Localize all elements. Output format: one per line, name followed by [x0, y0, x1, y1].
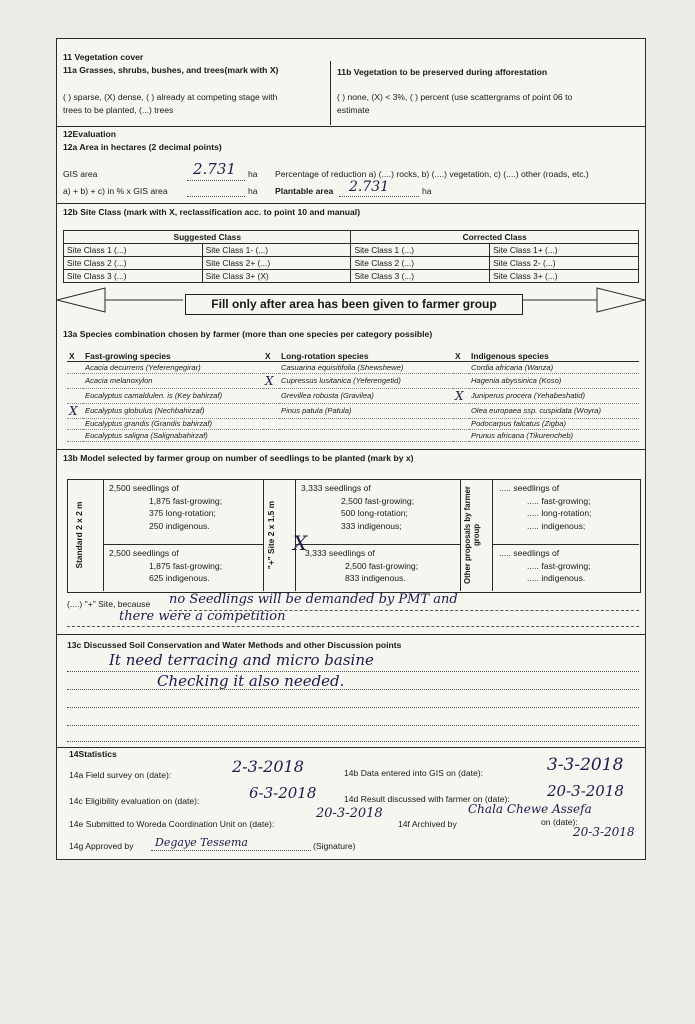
site-option-1[interactable]: 3,333 seedlings of 2,500 fast-growing; 500 long-rotation; 333 indigenous; — [301, 483, 415, 531]
approved-by[interactable]: Degaye Tessema — [155, 836, 248, 849]
table-cell[interactable]: Site Class 2+ (...) — [202, 257, 351, 270]
divider — [57, 203, 645, 204]
list-item: Eucalyptus grandis (Grandis bahirzaf) Podocarpus falcatus (Zigba) — [67, 418, 639, 430]
s11-title: 11 Vegetation cover — [63, 52, 144, 62]
result-discussed-label: 14d Result discussed with farmer on (date): — [344, 794, 510, 804]
other-option-1[interactable]: ..... seedlings of ..... fast-growing; ..... long-rotation; ..... indigenous; — [499, 483, 592, 531]
site-mark[interactable]: X — [293, 531, 308, 555]
species-table — [67, 351, 639, 442]
table-cell[interactable]: Site Class 3 (...) — [351, 270, 490, 283]
s11b-line2: estimate — [337, 105, 370, 115]
archived-on-label: on (date): — [541, 817, 578, 827]
abc-ha: ha — [248, 186, 258, 196]
discussion-line1: It need terracing and micro basine — [109, 651, 374, 669]
table-cell[interactable]: Site Class 1+ (...) — [490, 244, 639, 257]
site-option-2[interactable]: 3,333 seedlings of 2,500 fast-growing; 833 indigenous. — [305, 548, 419, 583]
field-survey-date[interactable]: 2-3-2018 — [232, 757, 304, 776]
list-item: Acacia melanoxylon X Cupressus lusitanica (Yeferengetid) Hagenia abyssinica (Koso) — [67, 373, 639, 388]
s12b-title: 12b Site Class (mark with X, reclassification acc. to point 10 and manual) — [63, 207, 361, 217]
x-header: X — [263, 351, 279, 362]
indigenous-header: Indigenous species — [469, 351, 639, 362]
table-cell[interactable]: Site Class 1 (...) — [64, 244, 203, 257]
discussion-line2: Checking it also needed. — [157, 672, 345, 690]
table-row — [64, 257, 639, 270]
table-cell[interactable]: Site Class 1 (...) — [351, 244, 490, 257]
gis-entry-label: 14b Data entered into GIS on (date): — [344, 768, 484, 778]
divider — [57, 449, 645, 450]
plantable-value: 2.731 — [349, 179, 390, 195]
fast-growing-mark[interactable]: X — [67, 403, 83, 418]
eligibility-date[interactable]: 6-3-2018 — [249, 784, 317, 802]
indigenous-mark[interactable]: X — [453, 388, 469, 403]
s14-title: 14Statistics — [69, 749, 117, 759]
gis-ha: ha — [248, 169, 258, 179]
divider — [57, 126, 645, 127]
site-class-table — [63, 230, 639, 283]
archived-label: 14f Archived by — [398, 819, 457, 829]
long-rotation-mark[interactable]: X — [263, 373, 279, 388]
standard-label: Standard 2 x 2 m — [74, 501, 84, 569]
divider — [57, 634, 645, 635]
s11b-line1: ( ) none, (X) < 3%, ( ) percent (use scattergrams of point 06 to — [337, 92, 573, 102]
other-proposals-label: Other proposals by farmer group — [463, 486, 481, 584]
list-item: Acacia decurrens (Yeferengegirar) Casuarina equisitifolia (Shewshewe) Cordia africana (Wanza) — [67, 362, 639, 374]
approved-label: 14g Approved by — [69, 841, 134, 851]
standard-option-1[interactable]: 2,500 seedlings of 1,875 fast-growing; 375 long-rotation; 250 indigenous. — [109, 483, 223, 531]
s12-title: 12Evaluation — [63, 129, 117, 139]
divider — [57, 747, 645, 748]
s13c-title: 13c Discussed Soil Conservation and Water Methods and other Discussion points — [67, 640, 402, 650]
site-reason-label: (....) "+" Site, because — [67, 599, 151, 609]
gis-entry-date[interactable]: 3-3-2018 — [547, 755, 624, 775]
form-page — [56, 38, 646, 860]
corrected-class-header: Corrected Class — [351, 231, 639, 244]
table-cell[interactable]: Site Class 3+ (...) — [490, 270, 639, 283]
other-option-2[interactable]: ..... seedlings of ..... fast-growing; ..... indigenous. — [499, 548, 591, 583]
s12a-title: 12a Area in hectares (2 decimal points) — [63, 142, 222, 152]
x-header: X — [67, 351, 83, 362]
signature-label: (Signature) — [313, 841, 356, 851]
site-reason-line2: there were a competition — [119, 609, 286, 624]
table-cell[interactable]: Site Class 2 (...) — [64, 257, 203, 270]
standard-option-2[interactable]: 2,500 seedlings of 1,875 fast-growing; 625 indigenous. — [109, 548, 223, 583]
archived-by[interactable]: Chala Chewe Assefa — [468, 802, 592, 816]
field-survey-label: 14a Field survey on (date): — [69, 770, 172, 780]
submitted-date[interactable]: 20-3-2018 — [316, 806, 383, 821]
table-row — [64, 244, 639, 257]
s11a-line1: ( ) sparse, (X) dense, ( ) already at competing stage with — [63, 92, 278, 102]
table-cell[interactable]: Site Class 2- (...) — [490, 257, 639, 270]
table-cell[interactable]: Site Class 3 (...) — [64, 270, 203, 283]
result-discussed-date[interactable]: 20-3-2018 — [547, 782, 624, 800]
eligibility-label: 14c Eligibility evaluation on (date): — [69, 796, 200, 806]
gis-area-label: GIS area — [63, 169, 98, 179]
table-cell[interactable]: Site Class 2 (...) — [351, 257, 490, 270]
s11-divider — [330, 61, 331, 125]
site-label: "+" Site 2 x 1.5 m — [266, 500, 276, 570]
list-item: Eucalyptus saligna (Salignabahirzaf) Prunus africana (Tikurencheb) — [67, 430, 639, 442]
plantable-ha: ha — [422, 186, 432, 196]
long-rotation-header: Long-rotation species — [279, 351, 453, 362]
gis-area-value: 2.731 — [193, 160, 236, 178]
submitted-label: 14e Submitted to Woreda Coordination Unit on (date): — [69, 819, 275, 829]
table-cell[interactable]: Site Class 3+ (X) — [202, 270, 351, 283]
table-row — [64, 270, 639, 283]
s13b-title: 13b Model selected by farmer group on number of seedlings to be planted (mark by x) — [63, 453, 414, 463]
s11a-line2: trees to be planted, (...) trees — [63, 105, 174, 115]
suggested-class-header: Suggested Class — [64, 231, 351, 244]
list-item: Eucalyptus camaldulen. is (Key bahirzaf) Grevillea robusta (Gravilea) X Juniperus procera (Yehabeshatid) — [67, 388, 639, 403]
x-header: X — [453, 351, 469, 362]
archived-date[interactable]: 20-3-2018 — [573, 825, 635, 839]
site-reason-line1: no Seedlings will be demanded by PMT and — [169, 592, 458, 607]
reduction-label: Percentage of reduction a) (....) rocks, b) (....) vegetation, c) (....) other (roads, etc.) — [275, 169, 589, 179]
s11a-title: 11a Grasses, shrubs, bushes, and trees(mark with X) — [63, 65, 279, 75]
s13a-title: 13a Species combination chosen by farmer (more than one species per category possible) — [63, 329, 433, 339]
banner-notice: Fill only after area has been given to farmer group — [185, 294, 523, 315]
table-cell[interactable]: Site Class 1- (...) — [202, 244, 351, 257]
abc-label: a) + b) + c) in % x GIS area — [63, 186, 168, 196]
list-item: X Eucalyptus globulus (Nechbahirzaf) Pinus patula (Patula) Olea europaea ssp. cuspidata (Woyra) — [67, 403, 639, 418]
s11b-title: 11b Vegetation to be preserved during afforestation — [337, 67, 548, 77]
fast-growing-header: Fast-growing species — [83, 351, 263, 362]
plantable-label: Plantable area — [275, 186, 334, 196]
